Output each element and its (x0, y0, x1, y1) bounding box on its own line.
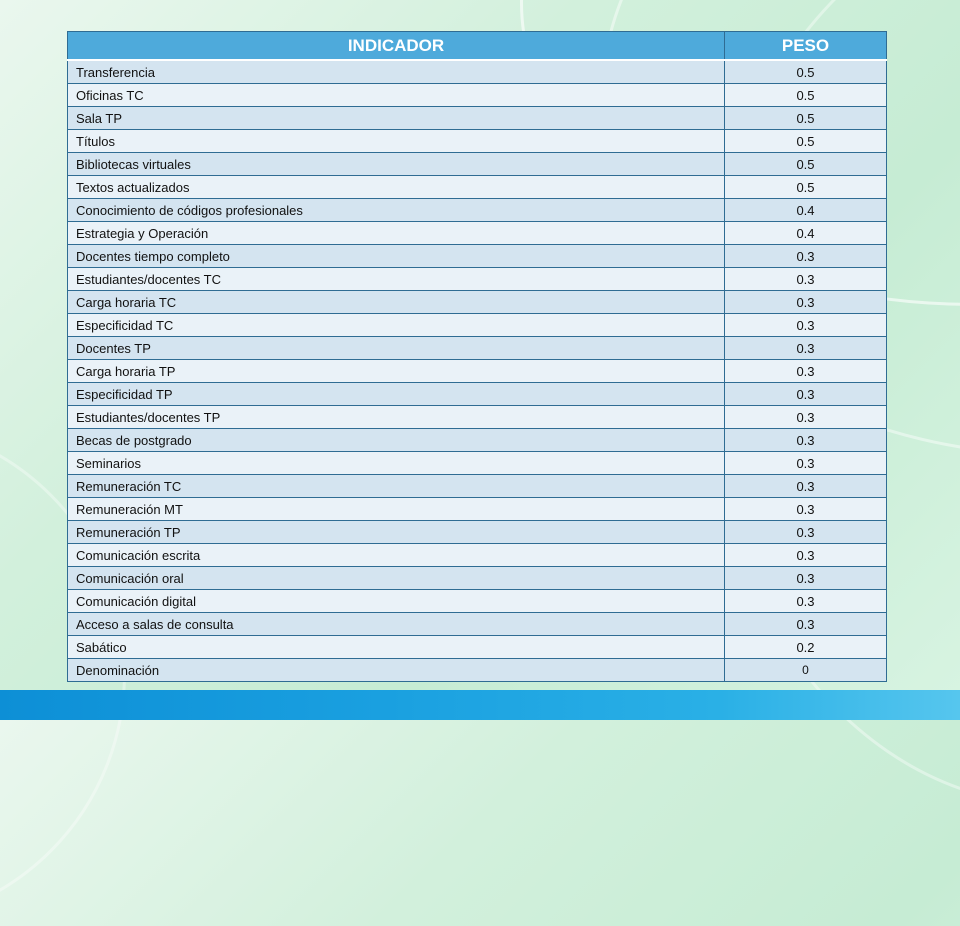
table-row (68, 199, 887, 222)
table-row (68, 521, 887, 544)
indicador-cell: Remuneración TP (68, 521, 725, 544)
indicador-cell: Remuneración TC (68, 475, 725, 498)
indicador-cell: Comunicación oral (68, 567, 725, 590)
table-row (68, 659, 887, 682)
table-row (68, 314, 887, 337)
indicador-cell: Comunicación escrita (68, 544, 725, 567)
table-row (68, 291, 887, 314)
indicador-cell: Becas de postgrado (68, 429, 725, 452)
table-row (68, 268, 887, 291)
indicador-cell: Carga horaria TC (68, 291, 725, 314)
indicador-cell: Especificidad TP (68, 383, 725, 406)
peso-cell: 0.3 (725, 429, 887, 452)
table-row (68, 429, 887, 452)
peso-cell: 0.3 (725, 291, 887, 314)
peso-cell: 0.3 (725, 590, 887, 613)
indicador-cell: Denominación (68, 659, 725, 682)
bottom-accent-bar (0, 690, 960, 720)
indicador-cell: Comunicación digital (68, 590, 725, 613)
peso-cell: 0.3 (725, 521, 887, 544)
indicador-cell: Estrategia y Operación (68, 222, 725, 245)
peso-cell: 0.3 (725, 383, 887, 406)
indicador-cell: Sala TP (68, 107, 725, 130)
peso-cell: 0.3 (725, 452, 887, 475)
indicador-cell: Títulos (68, 130, 725, 153)
table-row (68, 360, 887, 383)
peso-cell: 0.4 (725, 222, 887, 245)
peso-cell: 0.5 (725, 130, 887, 153)
indicador-cell: Textos actualizados (68, 176, 725, 199)
table-row (68, 337, 887, 360)
table-row (68, 222, 887, 245)
table-row (68, 567, 887, 590)
indicador-cell: Conocimiento de códigos profesionales (68, 199, 725, 222)
peso-cell: 0.2 (725, 636, 887, 659)
indicador-cell: Bibliotecas virtuales (68, 153, 725, 176)
table-row (68, 590, 887, 613)
indicador-cell: Seminarios (68, 452, 725, 475)
table-row (68, 245, 887, 268)
indicador-cell: Especificidad TC (68, 314, 725, 337)
peso-cell: 0.5 (725, 84, 887, 107)
table-row (68, 452, 887, 475)
peso-cell: 0.3 (725, 567, 887, 590)
table-row (68, 383, 887, 406)
peso-cell: 0.3 (725, 406, 887, 429)
table-row (68, 406, 887, 429)
indicador-cell: Docentes TP (68, 337, 725, 360)
peso-cell: 0.5 (725, 60, 887, 84)
indicador-cell: Carga horaria TP (68, 360, 725, 383)
peso-cell: 0 (725, 659, 887, 682)
table-row (68, 613, 887, 636)
peso-cell: 0.3 (725, 268, 887, 291)
table-row (68, 176, 887, 199)
peso-cell: 0.3 (725, 314, 887, 337)
indicador-cell: Transferencia (68, 60, 725, 84)
table-header-row (68, 32, 887, 61)
peso-cell: 0.4 (725, 199, 887, 222)
indicador-cell: Acceso a salas de consulta (68, 613, 725, 636)
table-row (68, 60, 887, 84)
peso-cell: 0.3 (725, 613, 887, 636)
table-row (68, 475, 887, 498)
indicador-cell: Remuneración MT (68, 498, 725, 521)
peso-cell: 0.3 (725, 498, 887, 521)
table-row (68, 107, 887, 130)
table-row (68, 153, 887, 176)
peso-cell: 0.5 (725, 107, 887, 130)
table-row (68, 544, 887, 567)
header-indicador: INDICADOR (68, 32, 725, 61)
indicador-cell: Docentes tiempo completo (68, 245, 725, 268)
header-peso: PESO (725, 32, 887, 61)
table-row (68, 498, 887, 521)
peso-cell: 0.5 (725, 176, 887, 199)
indicador-cell: Estudiantes/docentes TC (68, 268, 725, 291)
indicator-weight-table (67, 31, 887, 682)
peso-cell: 0.3 (725, 475, 887, 498)
indicador-cell: Estudiantes/docentes TP (68, 406, 725, 429)
peso-cell: 0.3 (725, 245, 887, 268)
table-row (68, 636, 887, 659)
peso-cell: 0.3 (725, 544, 887, 567)
indicador-cell: Oficinas TC (68, 84, 725, 107)
table-row (68, 130, 887, 153)
indicador-cell: Sabático (68, 636, 725, 659)
peso-cell: 0.3 (725, 360, 887, 383)
table-body (68, 60, 887, 682)
table-row (68, 84, 887, 107)
peso-cell: 0.5 (725, 153, 887, 176)
peso-cell: 0.3 (725, 337, 887, 360)
